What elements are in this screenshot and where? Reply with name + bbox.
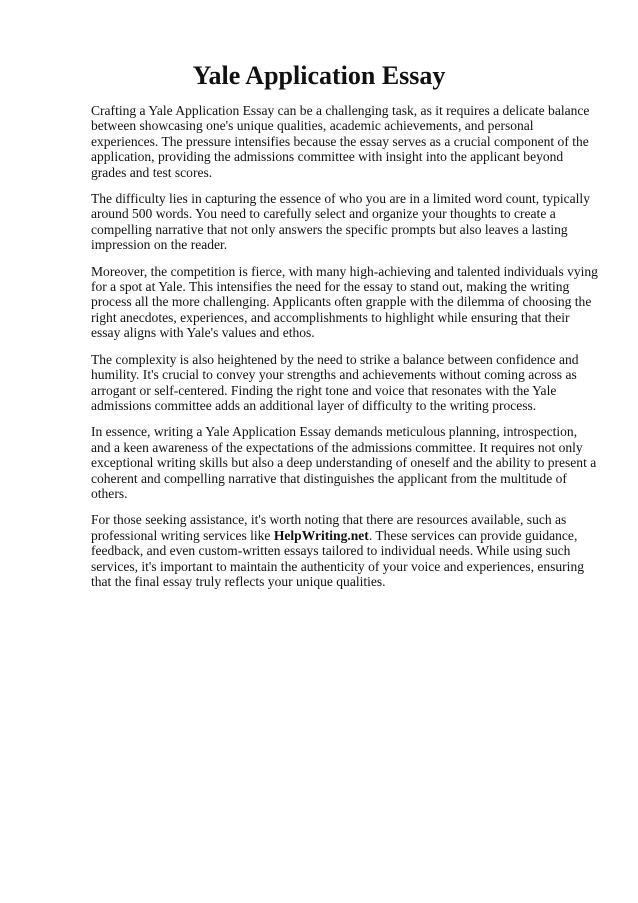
paragraph-1: Crafting a Yale Application Essay can be a challenging task, as it requires a delicate balance between showcasing one's unique qualities, academic achievements, and personal experiences. The pressure intensifies because the essay serves as a crucial component of the application, providing the admissions committee with insight into the applicant beyond grades and test scores.	[91, 103, 590, 180]
paragraph-6-text-after-link: . These services can provide guidance, feedback, and even custom-written essays tailored to individual needs. While using such services, it's important to maintain the authenticity of your voice and experiences, ensuring that the final essay truly reflects your unique qualities.	[91, 527, 584, 589]
paragraph-2: The difficulty lies in capturing the essence of who you are in a limited word count, typically around 500 words. You need to carefully select and organize your thoughts to create a compelling narrative that not only answers the specific prompts but also leaves a lasting impression on the reader.	[91, 191, 590, 253]
paragraph-5: In essence, writing a Yale Application Essay demands meticulous planning, introspection, and a keen awareness of the expectations of the admissions committee. It requires not only exceptional writing skills but also a deep understanding of oneself and the ability to present a coherent and compelling narrative that distinguishes the applicant from the multitude of others.	[91, 424, 597, 501]
essay-body	[91, 103, 599, 600]
paragraph-6	[91, 512, 599, 589]
paragraph-6-text-before-link: For those seeking assistance, it's worth noting that there are resources available, such as professional writing services like	[91, 512, 567, 543]
paragraph-4: The complexity is also heightened by the need to strike a balance between confidence and humility. It's crucial to convey your strengths and achievements without coming across as arrogant or self-centered. Finding the right tone and voice that resonates with the Yale admissions committee adds an additional layer of difficulty to the writing process.	[91, 351, 579, 413]
paragraph-3: Moreover, the competition is fierce, with many high-achieving and talented individuals vying for a spot at Yale. This intensifies the need for the essay to stand out, making the writing process all the more challenging. Applicants often grapple with the dilemma of choosing the right anecdotes, experiences, and accomplishments to highlight while ensuring that their essay aligns with Yale's values and ethos.	[91, 263, 598, 341]
page-title: Yale Application Essay	[192, 61, 446, 90]
helpwriting-link[interactable]: HelpWriting.net	[273, 527, 369, 543]
